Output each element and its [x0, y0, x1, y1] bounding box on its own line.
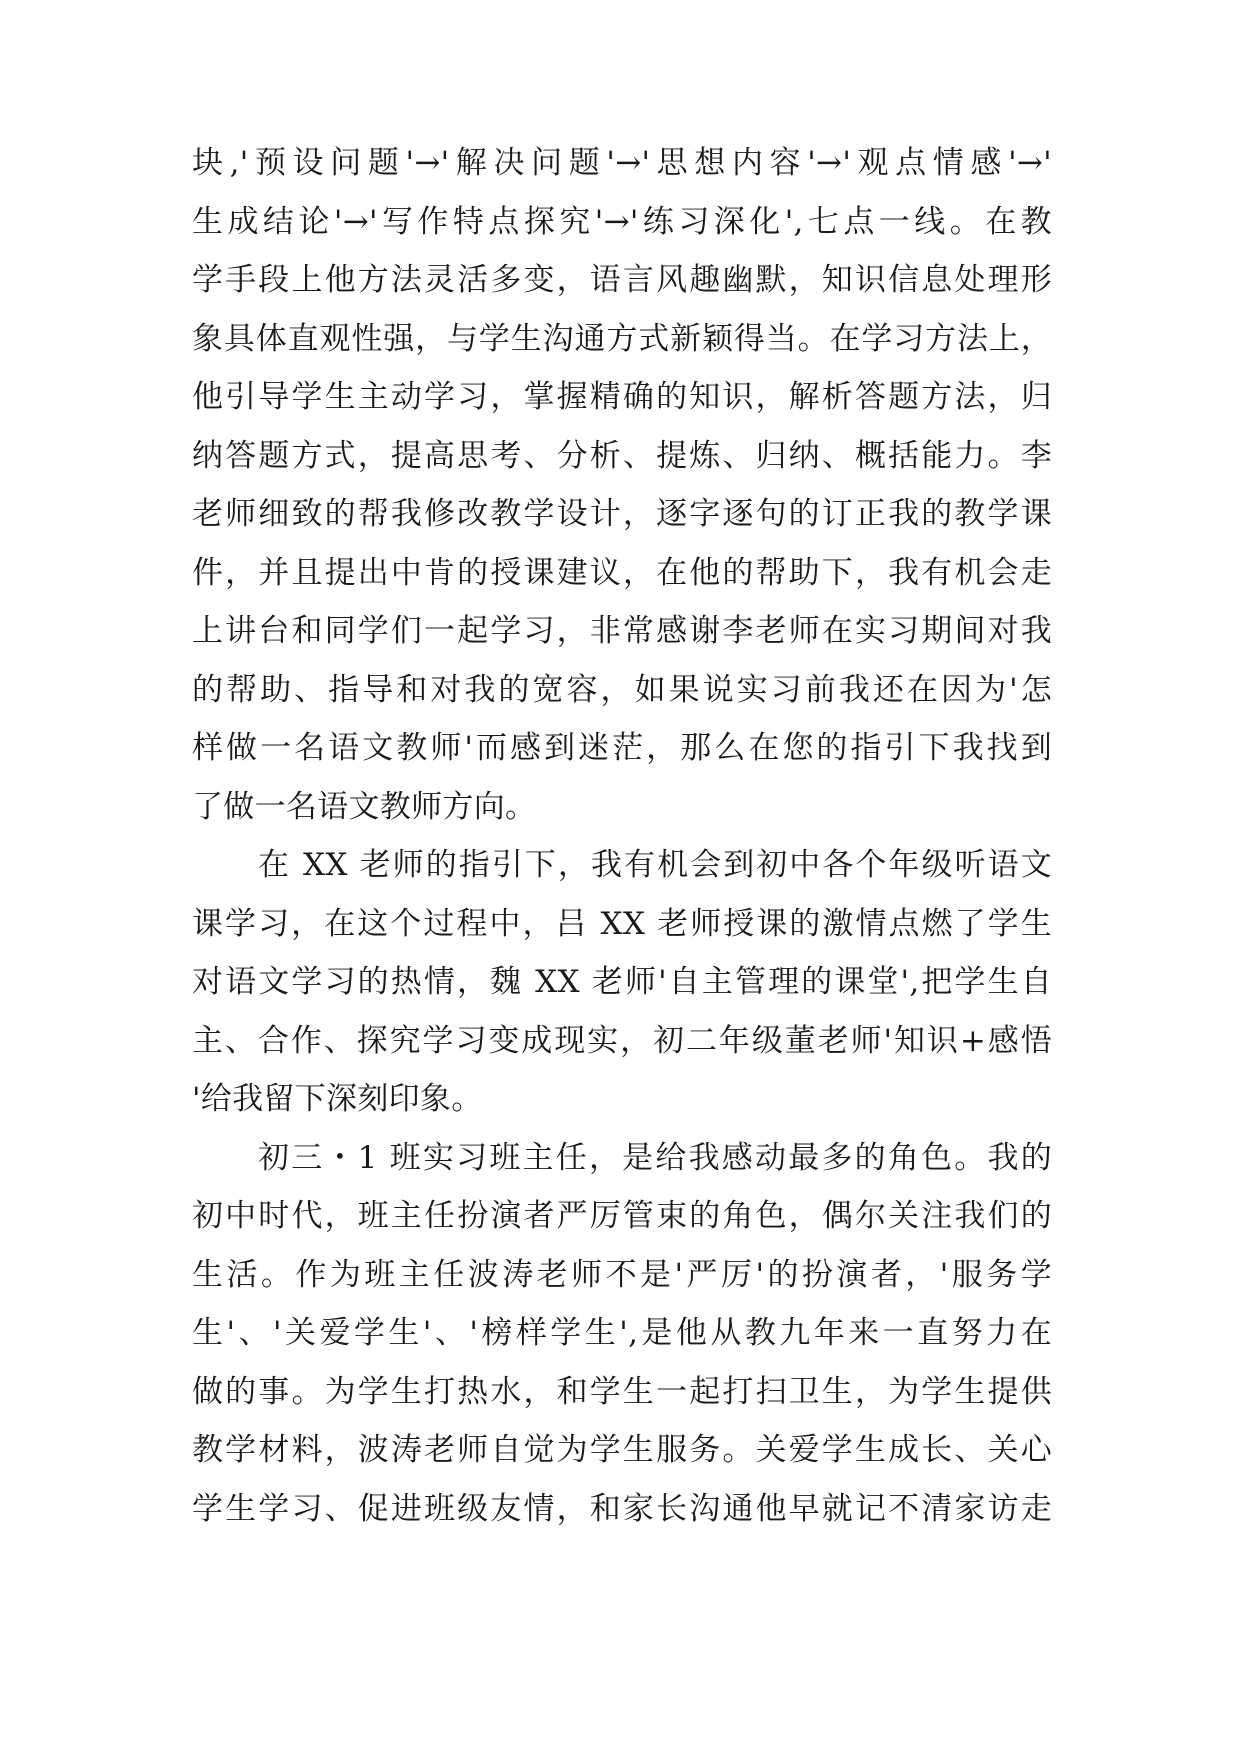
- text-line: 课学习，在这个过程中，吕 XX 老师授课的激情点燃了学生: [192, 905, 1052, 942]
- text-line: 老师细致的帮我修改教学设计，逐字逐句的订正我的教学课: [192, 496, 1052, 532]
- paragraph-1: [192, 134, 1052, 836]
- text-line: 上讲台和同学们一起学习，非常感谢李老师在实习期间对我: [192, 613, 1052, 649]
- text-line: 对语文学习的热情，魏 XX 老师'自主管理的课堂',把学生自: [192, 964, 1052, 1000]
- text-line: 块,'预设问题'→'解决问题'→'思想内容'→'观点情感'→': [192, 145, 1052, 181]
- text-line: 象具体直观性强，与学生沟通方式新颖得当。在学习方法上，: [192, 320, 1052, 357]
- text-line: 初中时代，班主任扮演者严厉管束的角色，偶尔关注我们的: [192, 1198, 1052, 1234]
- text-line: 纳答题方式，提高思考、分析、提炼、归纳、概括能力。李: [192, 437, 1052, 474]
- text-line: 了做一名语文教师方向。: [192, 788, 537, 825]
- paragraph-2: [192, 836, 1052, 1129]
- text-line: 学手段上他方法灵活多变，语言风趣幽默，知识信息处理形: [192, 262, 1052, 298]
- text-line: 主、合作、探究学习变成现实，初二年级董老师'知识+感悟: [192, 1022, 1052, 1059]
- text-line: 件，并且提出中肯的授课建议，在他的帮助下，我有机会走: [192, 554, 1052, 591]
- text-line: 样做一名语文教师'而感到迷茫，那么在您的指引下我找到: [192, 730, 1052, 766]
- text-line: 教学材料，波涛老师自觉为学生服务。关爱学生成长、关心: [192, 1432, 1052, 1468]
- text-line: '给我留下深刻印象。: [192, 1081, 483, 1117]
- paragraph-3: [192, 1129, 1052, 1539]
- text-line: 的帮助、指导和对我的宽容，如果说实习前我还在因为'怎: [192, 671, 1052, 708]
- text-line: 在 XX 老师的指引下，我有机会到初中各个年级听语文: [258, 847, 1052, 883]
- text-line: 学生学习、促进班级友情，和家长沟通他早就记不清家访走: [192, 1490, 1052, 1527]
- text-line: 他引导学生主动学习，掌握精确的知识，解析答题方法，归: [192, 379, 1052, 415]
- text-line: 生'、'关爱学生'、'榜样学生',是他从教九年来一直努力在: [192, 1315, 1052, 1351]
- text-line: 做的事。为学生打热水，和学生一起打扫卫生，为学生提供: [192, 1373, 1052, 1410]
- document-page: [192, 134, 1052, 1538]
- text-line: 初三・1 班实习班主任，是给我感动最多的角色。我的: [258, 1139, 1052, 1176]
- text-line: 生成结论'→'写作特点探究'→'练习深化',七点一线。在教: [192, 203, 1052, 240]
- text-line: 生活。作为班主任波涛老师不是'严厉'的扮演者，'服务学: [192, 1256, 1052, 1293]
